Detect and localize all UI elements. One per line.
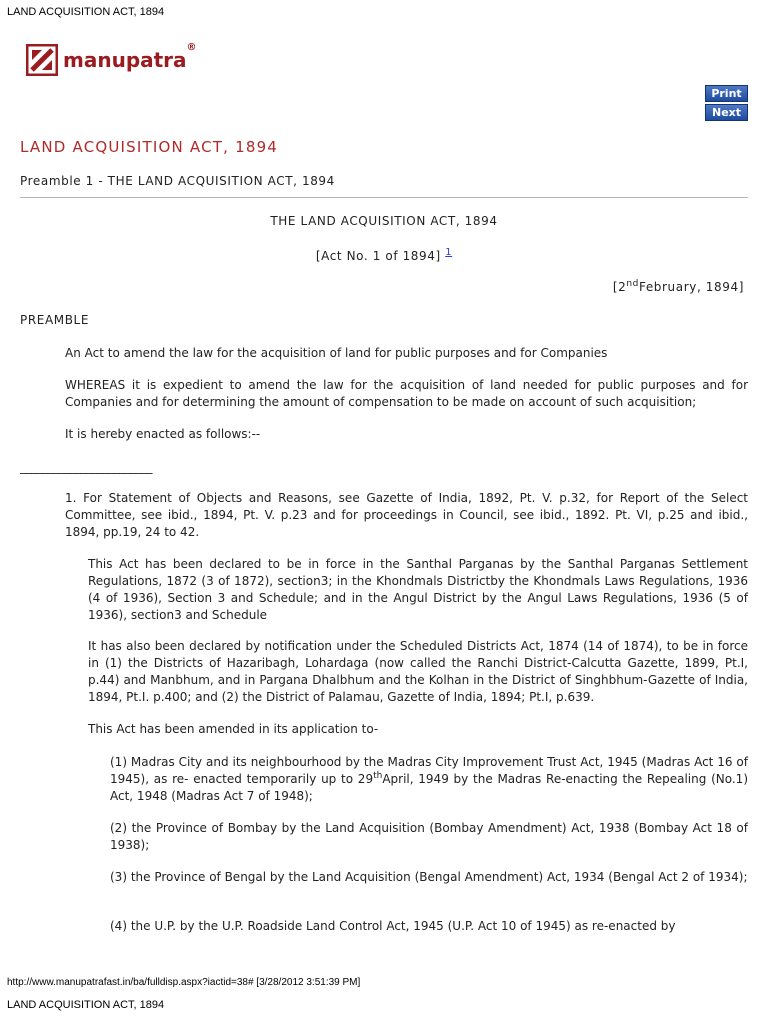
- amendment-item-1-text-b: April, 1949 by the Madras Re-enacting the Repealing (No.1) Act, 1948 (Madras Act 7 of 1948);: [110, 772, 748, 803]
- act-number: [20, 247, 748, 263]
- footnote-paragraph-4: This Act has been amended in its application to-: [88, 722, 379, 736]
- act-number-text: [Act No. 1 of 1894]: [315, 249, 441, 263]
- footnote-link[interactable]: 1: [445, 247, 453, 258]
- print-footer-title: LAND ACQUISITION ACT, 1894: [7, 999, 165, 1011]
- amendment-item-4: (4) the U.P. by the U.P. Roadside Land Control Act, 1945 (U.P. Act 10 of 1945) as re-enacted by: [110, 919, 676, 933]
- amendment-item-3: (3) the Province of Bengal by the Land Acquisition (Bengal Amendment) Act, 1934 (Bengal Act 2 of 1934);: [110, 870, 748, 884]
- footnote-paragraph-3: It has also been declared by notification under the Scheduled Districts Act, 1874 (14 of 1874), to be in force in (1) the Districts of Hazaribagh, Lohardaga (now called the Ranchi District-Calcutta Gazette, 1899, Pt.I, p.44) and Manbhum, and in Pargana Dhalbhum and the Kolhan in the District of Singhbhum-Gazette of India, 1894, Pt.I. p.400; and (2) the District of Palamau, Gazette of India, 1894; Pt.I, p.639.: [88, 639, 748, 704]
- preamble-paragraph-2: WHEREAS it is expedient to amend the law for the acquisition of land needed for public purposes and for Companies and for determining the amount of compensation to be made on account of such acquisition;: [65, 378, 748, 409]
- act-date: [20, 280, 744, 294]
- date-month-year: February, 1894]: [638, 280, 744, 294]
- preamble-paragraph-3: It is hereby enacted as follows:--: [65, 427, 261, 441]
- header-divider: [20, 197, 748, 198]
- date-day: [2: [612, 280, 627, 294]
- print-footer-url: http://www.manupatrafast.in/ba/fulldisp.aspx?iactid=38# [3/28/2012 3:51:39 PM]: [7, 977, 361, 988]
- amendment-item-1-text-a: (1) Madras City and its neighbourhood by the Madras City Improvement Trust Act, 1945 (Madras Act 16 of 1945), as re- enacted temporarily up to 29: [110, 755, 748, 786]
- act-heading: THE LAND ACQUISITION ACT, 1894: [270, 214, 498, 228]
- manupatra-logo[interactable]: [26, 44, 197, 76]
- print-header-title: LAND ACQUISITION ACT, 1894: [7, 6, 165, 18]
- preamble-label: PREAMBLE: [20, 313, 90, 327]
- logo-brand-text: manupatra: [63, 48, 187, 72]
- date-suffix: nd: [626, 279, 639, 289]
- footnote-1: 1. For Statement of Objects and Reasons, see Gazette of India, 1892, Pt. V. p.32, for Report of the Select Committee, see ibid., 1894, Pt. V. p.23 and for proceedings in Council, see ibid., 1892. Pt. VI, p.25 and ibid., 1894, pp.19, 24 to 42.: [65, 491, 748, 539]
- print-button[interactable]: Print: [705, 85, 748, 102]
- amendment-item-2: (2) the Province of Bombay by the Land Acquisition (Bombay Amendment) Act, 1938 (Bombay Act 18 of 1938);: [110, 821, 748, 852]
- next-button[interactable]: Next: [705, 104, 748, 121]
- amendment-item-1-suffix: th: [373, 771, 383, 781]
- manupatra-logo-icon: [26, 44, 58, 76]
- logo-registered-mark: ®: [186, 42, 197, 53]
- page-title: LAND ACQUISITION ACT, 1894: [20, 138, 279, 156]
- footnote-paragraph-2: This Act has been declared to be in force in the Santhal Parganas by the Santhal Parganas Settlement Regulations, 1872 (3 of 1872), section3; in the Khondmals Districtby the Khondmals Laws Regulations, 1936 (4 of 1936), Section 3 and Schedule; and in the Angul District by the Angul Laws Regulations, 1936 (5 of 1936), section3 and Schedule: [88, 557, 748, 622]
- footnote-divider: ________________________: [20, 460, 152, 474]
- amendment-item-1: [110, 754, 748, 805]
- logo-wordmark: [63, 42, 197, 72]
- page-subtitle: Preamble 1 - THE LAND ACQUISITION ACT, 1894: [20, 174, 335, 188]
- preamble-paragraph-1: An Act to amend the law for the acquisition of land for public purposes and for Companies: [65, 346, 608, 360]
